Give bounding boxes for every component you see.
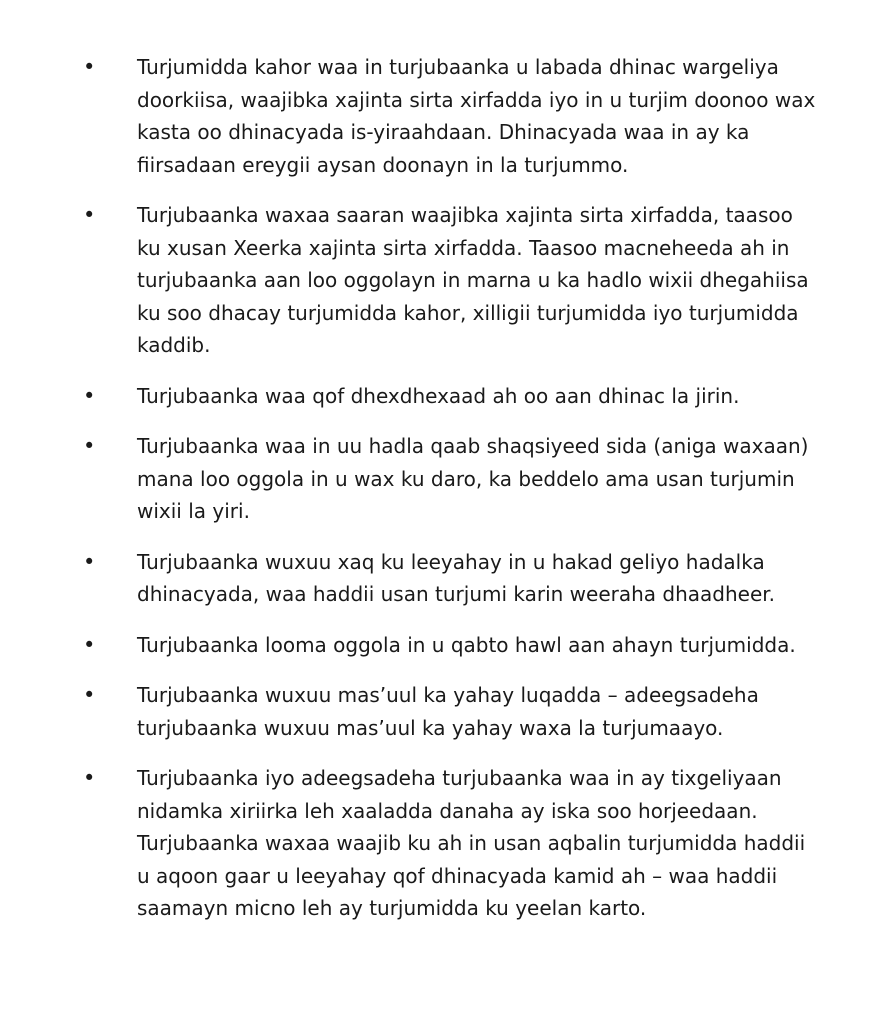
bullet-icon: • bbox=[83, 55, 96, 79]
bullet-icon: • bbox=[83, 683, 96, 707]
list-item-text: Turjubaanka waa in uu hadla qaab shaqsiyeed sida (aniga waxaan) mana loo oggola in u wax ku daro, ka beddelo ama usan turjumin wixii la yiri. bbox=[137, 434, 809, 523]
list-item-text: Turjubaanka looma oggola in u qabto hawl aan ahayn turjumidda. bbox=[137, 632, 796, 657]
list-item bbox=[0, 430, 896, 528]
list-item bbox=[0, 546, 896, 611]
list-item bbox=[0, 380, 896, 413]
list-item-text: Turjubaanka waa qof dhexdhexaad ah oo aan dhinac la jirin. bbox=[137, 383, 740, 408]
list-item-text: Turjubaanka wuxuu xaq ku leeyahay in u hakad geliyo hadalka dhinacyada, waa haddii usan turjumi karin weeraha dhaadheer. bbox=[137, 549, 776, 606]
list-item bbox=[0, 51, 896, 181]
list-item-text: Turjumidda kahor waa in turjubaanka u labada dhinac wargeliya doorkiisa, waajibka xajinta sirta xirfadda iyo in u turjim doonoo wax kasta oo dhinacyada is-yiraahdaan. Dhinacyada waa in ay ka fiirsadaan ereygii aysan doonayn in la turjummo. bbox=[137, 55, 816, 177]
bullet-list bbox=[0, 51, 896, 943]
bullet-icon: • bbox=[83, 434, 96, 458]
bullet-icon: • bbox=[83, 766, 96, 790]
bullet-icon: • bbox=[83, 549, 96, 574]
bullet-icon: • bbox=[83, 203, 96, 227]
list-item bbox=[0, 199, 896, 362]
bullet-icon: • bbox=[83, 632, 96, 657]
list-item bbox=[0, 679, 896, 744]
list-item-text: Turjubaanka waxaa saaran waajibka xajinta sirta xirfadda, taasoo ku xusan Xeerka xajinta sirta xirfadda. Taasoo macneheeda ah in turjubaanka aan loo oggolayn in marna u ka hadlo wixii dhegahiisa ku soo dhacay turjumidda kahor, xilligii turjumidda iyo turjumidda kaddib. bbox=[137, 203, 809, 357]
list-item bbox=[0, 629, 896, 662]
list-item bbox=[0, 762, 896, 925]
bullet-icon: • bbox=[83, 383, 96, 408]
list-item-text: Turjubaanka wuxuu mas’uul ka yahay luqadda – adeegsadeha turjubaanka wuxuu mas’uul ka yahay waxa la turjumaayo. bbox=[137, 683, 759, 740]
list-item-text: Turjubaanka iyo adeegsadeha turjubaanka waa in ay tixgeliyaan nidamka xiriirka leh xaaladda danaha ay iska soo horjeedaan. Turjubaanka waxaa waajib ku ah in usan aqbalin turjumidda haddii u aqoon gaar u leeyahay qof dhinacyada kamid ah – waa haddii saamayn micno leh ay turjumidda ku yeelan karto. bbox=[137, 766, 806, 920]
